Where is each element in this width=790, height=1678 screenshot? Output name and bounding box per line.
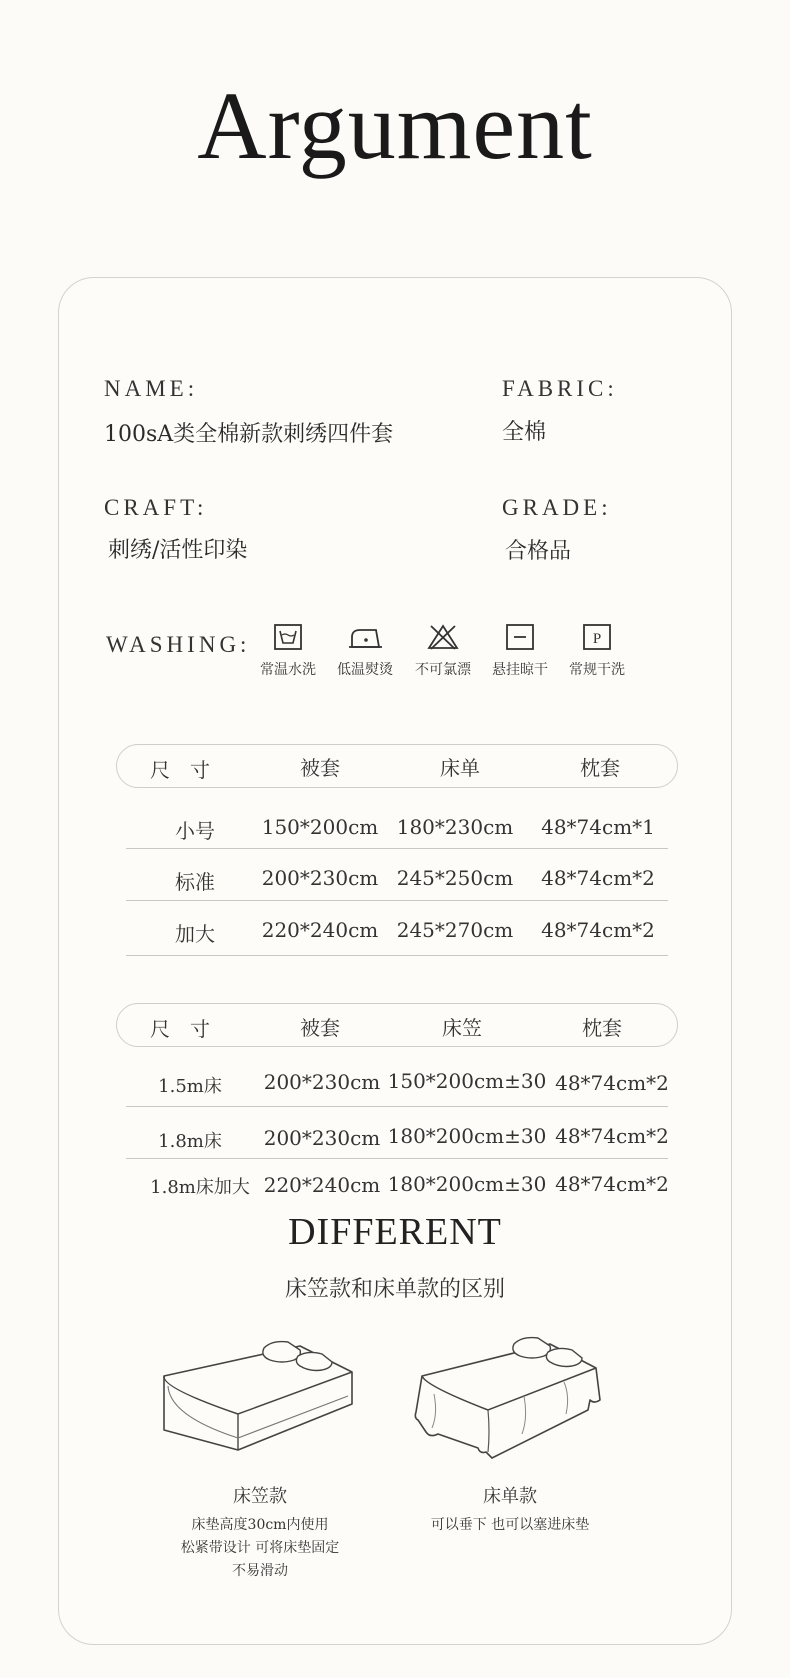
- fabric-label: FABRIC:: [502, 376, 618, 401]
- table-cell: 150*200cm±30: [387, 1069, 547, 1093]
- craft-value: 刺绣/活性印染: [108, 538, 248, 563]
- grade-label: GRADE:: [502, 495, 612, 520]
- no-bleach-icon: [426, 623, 460, 651]
- svg-text:P: P: [592, 631, 602, 647]
- table-cell: 220*240cm: [263, 1173, 381, 1197]
- table2-header-fitted: 床笠: [442, 1016, 482, 1040]
- table-divider: [126, 955, 668, 956]
- hang-dry-icon: [505, 623, 535, 651]
- washing-item: 不可氯漂: [398, 623, 488, 679]
- table-cell: 加大: [175, 922, 215, 946]
- flat-sheet-caption: [400, 1482, 620, 1537]
- wash-tub-icon: [273, 623, 303, 651]
- fitted-sheet-line: 松紧带设计 可将床垫固定: [180, 1540, 340, 1556]
- table-cell: 1.8m床加大: [150, 1177, 250, 1198]
- different-title: DIFFERENT: [288, 1211, 502, 1253]
- iron-low-icon: [346, 623, 384, 651]
- name-label: NAME:: [104, 376, 199, 401]
- table-cell: 180*200cm±30: [387, 1172, 547, 1196]
- table-cell: 180*230cm: [396, 815, 514, 839]
- name-value: 100sA类全棉新款刺绣四件套: [104, 422, 394, 447]
- table1-header-sheet: 床单: [440, 756, 480, 780]
- table2-header-size: 尺 寸: [150, 1017, 210, 1041]
- table-cell: 180*200cm±30: [387, 1124, 547, 1148]
- table-cell: 48*74cm*2: [541, 918, 655, 942]
- washing-item: 常温水洗: [243, 623, 333, 679]
- table-cell: 200*230cm: [263, 1126, 381, 1150]
- table2-header-duvet: 被套: [300, 1016, 340, 1040]
- washing-item: P 常规干洗: [552, 623, 642, 679]
- flat-sheet-line: 可以垂下 也可以塞进床垫: [430, 1517, 590, 1533]
- fitted-sheet-line: 不易滑动: [232, 1563, 288, 1579]
- fitted-sheet-caption: [150, 1482, 370, 1583]
- table-cell: 小号: [175, 819, 215, 843]
- table1-header-size: 尺 寸: [150, 758, 210, 782]
- table1-header-duvet: 被套: [300, 756, 340, 780]
- table-divider: [126, 848, 668, 849]
- table-divider: [126, 1158, 668, 1159]
- craft-label: CRAFT:: [104, 495, 208, 520]
- washing-item: 低温熨烫: [320, 623, 410, 679]
- table-cell: 标准: [175, 870, 215, 894]
- table-cell: 1.8m床: [158, 1131, 222, 1152]
- table-cell: 48*74cm*2: [555, 1172, 669, 1196]
- table1-header-pillow: 枕套: [580, 756, 620, 780]
- table-cell: 48*74cm*2: [555, 1071, 669, 1095]
- table-cell: 1.5m床: [158, 1076, 222, 1097]
- flat-sheet-bed-illustration: [404, 1334, 614, 1462]
- table-divider: [126, 900, 668, 901]
- table-cell: 48*74cm*1: [541, 815, 655, 839]
- dry-clean-icon: [582, 623, 612, 651]
- washing-item: 悬挂晾干: [475, 623, 565, 679]
- page-title: Argument: [197, 72, 593, 179]
- table-cell: 245*250cm: [396, 866, 514, 890]
- fitted-sheet-line: 床垫高度30cm内使用: [191, 1517, 329, 1533]
- different-subtitle: 床笠款和床单款的区别: [284, 1277, 505, 1302]
- table-cell: 150*200cm: [261, 815, 379, 839]
- table-cell: 245*270cm: [396, 918, 514, 942]
- fabric-value: 全棉: [502, 420, 547, 445]
- grade-value: 合格品: [505, 539, 572, 564]
- washing-label: WASHING:: [106, 632, 251, 657]
- flat-sheet-title: 床单款: [483, 1486, 537, 1507]
- table-cell: 48*74cm*2: [555, 1124, 669, 1148]
- table-cell: 48*74cm*2: [541, 866, 655, 890]
- fitted-sheet-bed-illustration: [152, 1338, 362, 1458]
- table-divider: [126, 1106, 668, 1107]
- table-cell: 200*230cm: [263, 1070, 381, 1094]
- table-cell: 220*240cm: [261, 918, 379, 942]
- fitted-sheet-title: 床笠款: [233, 1486, 287, 1507]
- table-cell: 200*230cm: [261, 866, 379, 890]
- table2-header-pillow: 枕套: [582, 1016, 622, 1040]
